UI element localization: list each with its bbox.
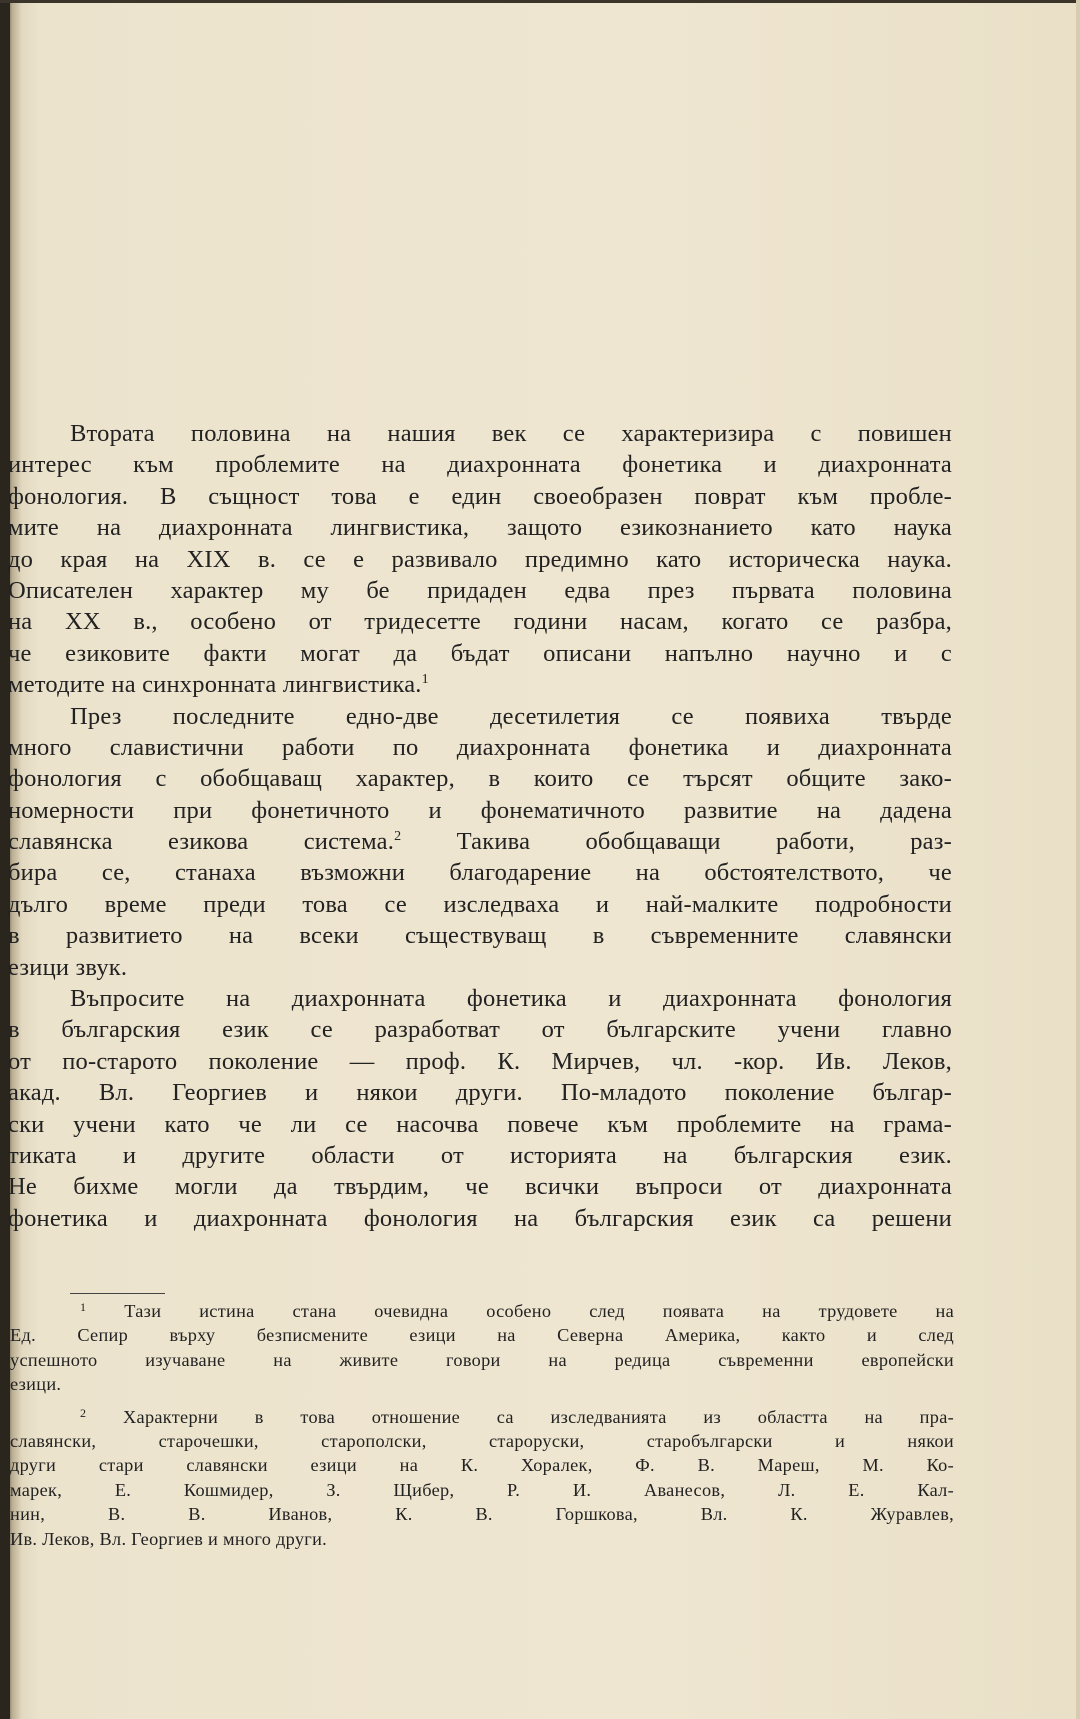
- text-line: до края на XIX в. се е развивало предимно като историческа наука.: [8, 545, 952, 573]
- page-top-edge: [0, 0, 1080, 3]
- text-line: в българския език се разработват от българските учени главно: [8, 1016, 952, 1044]
- footnote-ref-1: 1: [421, 672, 429, 688]
- text-line: фонология. В същност това е един своеобразен поврат към пробле-: [8, 482, 952, 510]
- footnote-text: Характерни в това отношение са изследванията из областта на пра-: [123, 1406, 955, 1427]
- footnote-line: нин, В. В. Иванов, К. В. Горшкова, Вл. К. Журавлев,: [10, 1504, 954, 1525]
- text-line: Не бихме могли да твърдим, че всички въпроси от диахронната: [8, 1173, 952, 1201]
- text-line: Описателен характер му бе придаден едва през първата половина: [8, 576, 952, 604]
- text-line: от по-старото поколение — проф. К. Мирчев, чл. -кор. Ив. Леков,: [8, 1047, 952, 1075]
- footnote-line: успешното изучаване на живите говори на редица съвременни европейски: [10, 1349, 954, 1370]
- text-line: фонетика и диахронната фонология на българския език са решени: [8, 1204, 952, 1232]
- text-line: на XX в., особено от тридесетте години насам, когато се разбра,: [8, 608, 952, 636]
- text-line: дълго време преди това се изследваха и най-малките подробности: [8, 890, 952, 918]
- text-line: тиката и другите области от историята на българския език.: [8, 1141, 952, 1169]
- text-line: акад. Вл. Георгиев и някои други. По-младото поколение българ-: [8, 1079, 952, 1107]
- footnote-divider: [70, 1293, 165, 1294]
- footnote-line: марек, Е. Кошмидер, З. Щибер, Р. И. Аванесов, Л. Е. Кал-: [10, 1479, 954, 1500]
- footnote-text: Тази истина стана очевидна особено след появата на трудовете на: [124, 1301, 954, 1321]
- text-line: езици звук.: [8, 953, 128, 981]
- text-line: През последните едно-две десетилетия се появиха твърде: [70, 702, 952, 730]
- footnote-mark-2: 2: [80, 1405, 87, 1420]
- text-line: ски учени като че ли се насочва повече към проблемите на грама-: [8, 1110, 952, 1138]
- text-line: Въпросите на диахронната фонетика и диахронната фонология: [70, 985, 952, 1013]
- text-line: в развитието на всеки съществуващ в съвременните славянски: [8, 922, 952, 950]
- footnote-line: Ед. Сепир върху безписмените езици на Северна Америка, както и след: [10, 1325, 954, 1346]
- footnote-line: [10, 1405, 954, 1429]
- footnote-line: славянски, старочешки, старополски, староруски, старобългарски и някои: [10, 1430, 954, 1451]
- text-line: мите на диахронната лингвистика, защото езикознанието като наука: [8, 514, 952, 542]
- text-line: Втората половина на нашия век се характеризира с повишен: [70, 420, 952, 447]
- body-text: [8, 418, 952, 1234]
- text-line-content: методите на синхронната лингвистика.: [8, 671, 422, 699]
- footnote-line: други стари славянски езици на К. Хоралек, Ф. В. Мареш, М. Ко-: [10, 1455, 954, 1476]
- footnote-line: езици.: [10, 1374, 62, 1395]
- text-line: интерес към проблемите на диахронната фонетика и диахронната: [8, 451, 952, 479]
- footnote-ref-2: 2: [394, 829, 402, 845]
- text-line: фонология с обобщаващ характер, в които се търсят общите зако-: [8, 765, 952, 793]
- footnote-mark-1: 1: [80, 1300, 87, 1314]
- text-line: бира се, станаха възможни благодарение на обстоятелството, че: [8, 859, 952, 887]
- text-line: че езиковите факти могат да бъдат описани напълно научно и с: [8, 639, 952, 667]
- text-line: [8, 669, 952, 700]
- text-line: [8, 826, 952, 857]
- text-line: много славистични работи по диахронната фонетика и диахронната: [8, 733, 952, 761]
- footnote-line: Ив. Леков, Вл. Георгиев и много други.: [10, 1528, 328, 1549]
- page-right-edge: [1076, 0, 1080, 1719]
- text-line-content: Такива обобщаващи работи, раз-: [401, 828, 952, 856]
- text-line: номерности при фонетичното и фонематичното развитие на дадена: [8, 796, 952, 824]
- footnotes: [10, 1299, 954, 1551]
- text-line-content: славянска езикова система.: [8, 828, 395, 856]
- footnote-line: [10, 1299, 954, 1323]
- footnote-gap: [10, 1397, 954, 1405]
